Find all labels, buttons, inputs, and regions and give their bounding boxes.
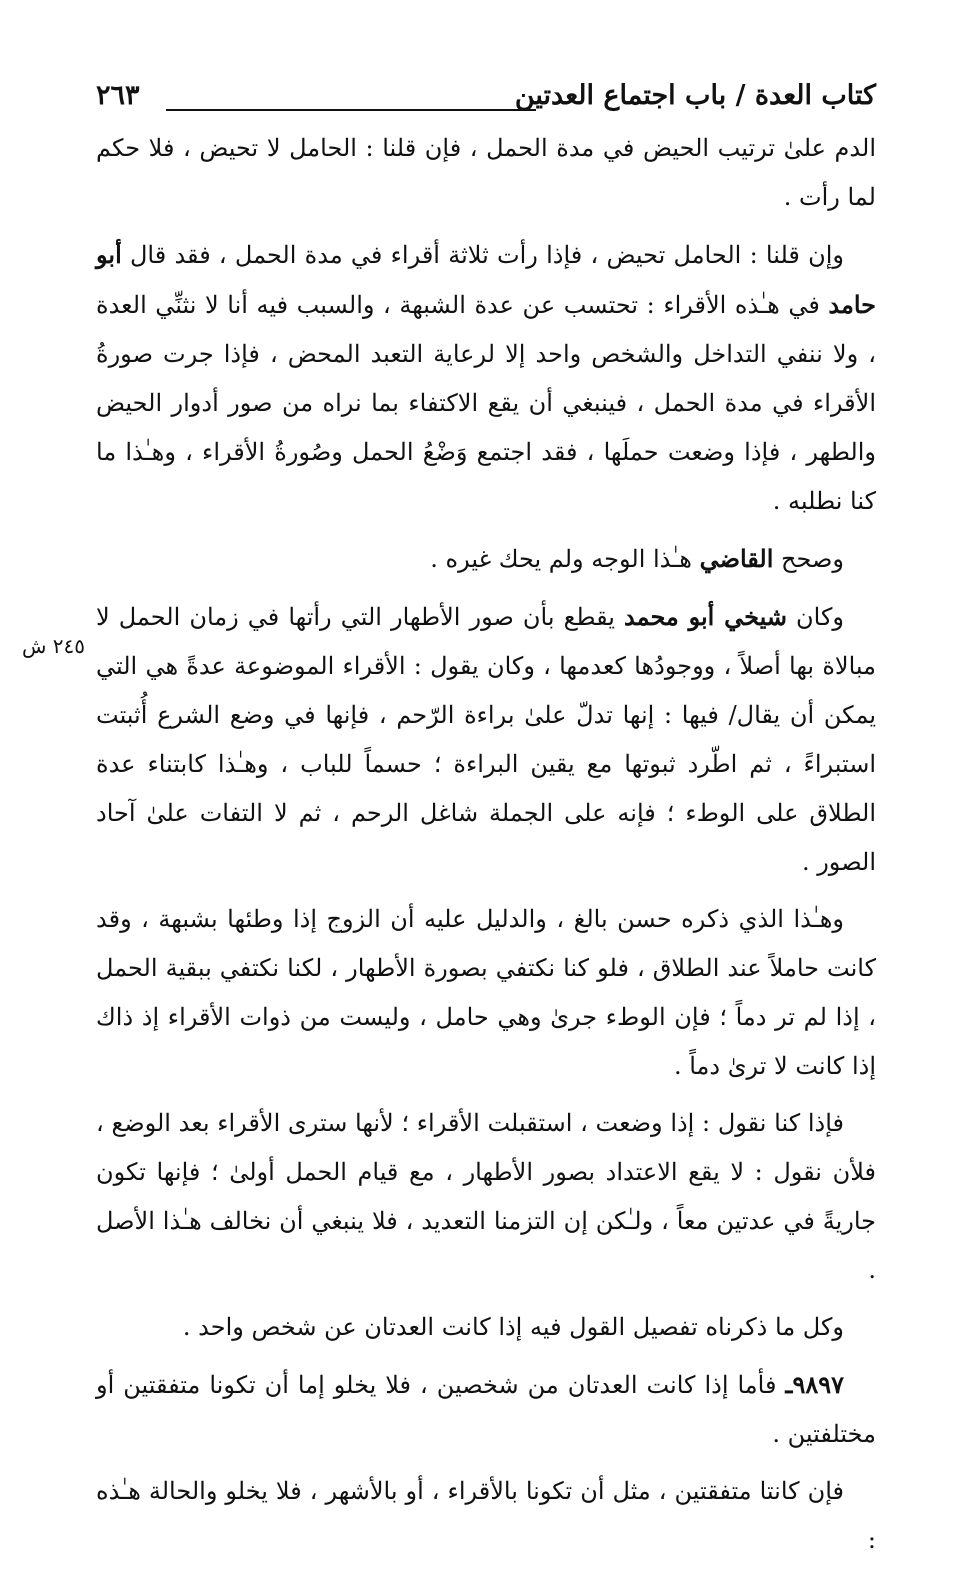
paragraph-3-text-a: وصحح (773, 545, 844, 573)
paragraph-2-text-b: في هـٰذه الأقراء : تحتسب عن عدة الشبهة ، والسبب فيه أنا لا نثنِّي العدة ، ولا ننفي التداخل والشخص واحد إلا لرعاية التعبد المحض ، فإذا جرت صورةُ الأقراء في مدة الحمل ، فينبغي أن يقع الاكتفاء بما نراه من صور أدوار الحيض والطهر ، فإذا وضعت حملَها ، فقد اجتمع وَضْعُ الحمل وصُورةُ الأقراء ، وهـٰذا ما كنا نطلبه . (96, 291, 876, 515)
paragraph-3 (96, 534, 876, 584)
paragraph-4-text-b: يقطع بأن صور الأطهار التي رأتها في زمان الحمل لا مبالاة بها أصلاً ، ووجودُها كعدمها ، وكان يقول : الأقراء الموضوعة عدةً هي التي يمكن أن يقال/ فيها : إنها تدلّ علىٰ براءة الرّحم ، فإنها في وضع الشرع أُثبتت استبراءً ، ثم اطّرد ثبوتها مع يقين البراءة ؛ حسماً للباب ، وهـٰذا كابتناء عدة الطلاق على الوطء ؛ فإنه على الجملة شاغل الرحم ، ثم لا التفات علىٰ آحاد الصور . (96, 603, 876, 876)
paragraph-6: فإذا كنا نقول : إذا وضعت ، استقبلت الأقراء ؛ لأنها سترى الأقراء بعد الوضع ، فلأن نقول : لا يقع الاعتداد بصور الأطهار ، مع قيام الحمل أولىٰ ؛ فإنها تكون جاريةً في عدتين معاً ، ولـٰكن إن التزمنا التعديد ، فلا ينبغي أن نخالف هـٰذا الأصل . (96, 1109, 876, 1284)
paragraph-2-text-a: وإن قلنا : الحامل تحيض ، فإذا رأت ثلاثة أقراء في مدة الحمل ، فقد قال (121, 241, 844, 269)
paragraph-5: وهـٰذا الذي ذكره حسن بالغ ، والدليل عليه أن الزوج إذا وطئها بشبهة ، وقد كانت حاملاً عند الطلاق ، فلو كنا نكتفي بصورة الأطهار ، لكنا نكتفي ببقية الحمل ، إذا لم تر دماً ؛ فإن الوطء جرىٰ وهي حامل ، وليست من ذوات الأقراء إذ ذاك إذا كانت لا ترىٰ دماً . (96, 905, 876, 1080)
paragraph-4 (96, 592, 876, 887)
paragraph-8-text: فأما إذا كانت العدتان من شخصين ، فلا يخلو إما أن تكونا متفقتين أو مختلفتين . (96, 1371, 876, 1448)
scholar-name: أبو حامد (96, 240, 876, 319)
paragraph-4-text-a: وكان (786, 603, 844, 631)
body-text (96, 124, 876, 1573)
paragraph-8 (96, 1360, 876, 1459)
running-header (96, 80, 876, 124)
paragraph-1: الدم علىٰ ترتيب الحيض في مدة الحمل ، فإن قلنا : الحامل لا تحيض ، فلا حكم لما رأت . (96, 134, 876, 211)
page-number: ٢٦٣ (96, 80, 140, 111)
paragraph-2 (96, 230, 876, 526)
scholar-name: شيخي أبو محمد (623, 602, 787, 631)
paragraph-9: فإن كانتا متفقتين ، مثل أن تكونا بالأقراء ، أو بالأشهر ، فلا يخلو والحالة هـٰذه : (96, 1477, 876, 1554)
scholar-name: القاضي (699, 544, 774, 573)
paragraph-7: وكل ما ذكرناه تفصيل القول فيه إذا كانت العدتان عن شخص واحد . (182, 1313, 844, 1341)
chapter-title: كتاب العدة / باب اجتماع العدتين (514, 80, 876, 111)
header-rule (166, 109, 536, 111)
section-number: ٩٨٩٧ـ (785, 1370, 844, 1399)
margin-note: ٢٤٥ ش (22, 634, 86, 658)
paragraph-3-text-b: هـٰذا الوجه ولم يحك غيره . (430, 545, 700, 573)
